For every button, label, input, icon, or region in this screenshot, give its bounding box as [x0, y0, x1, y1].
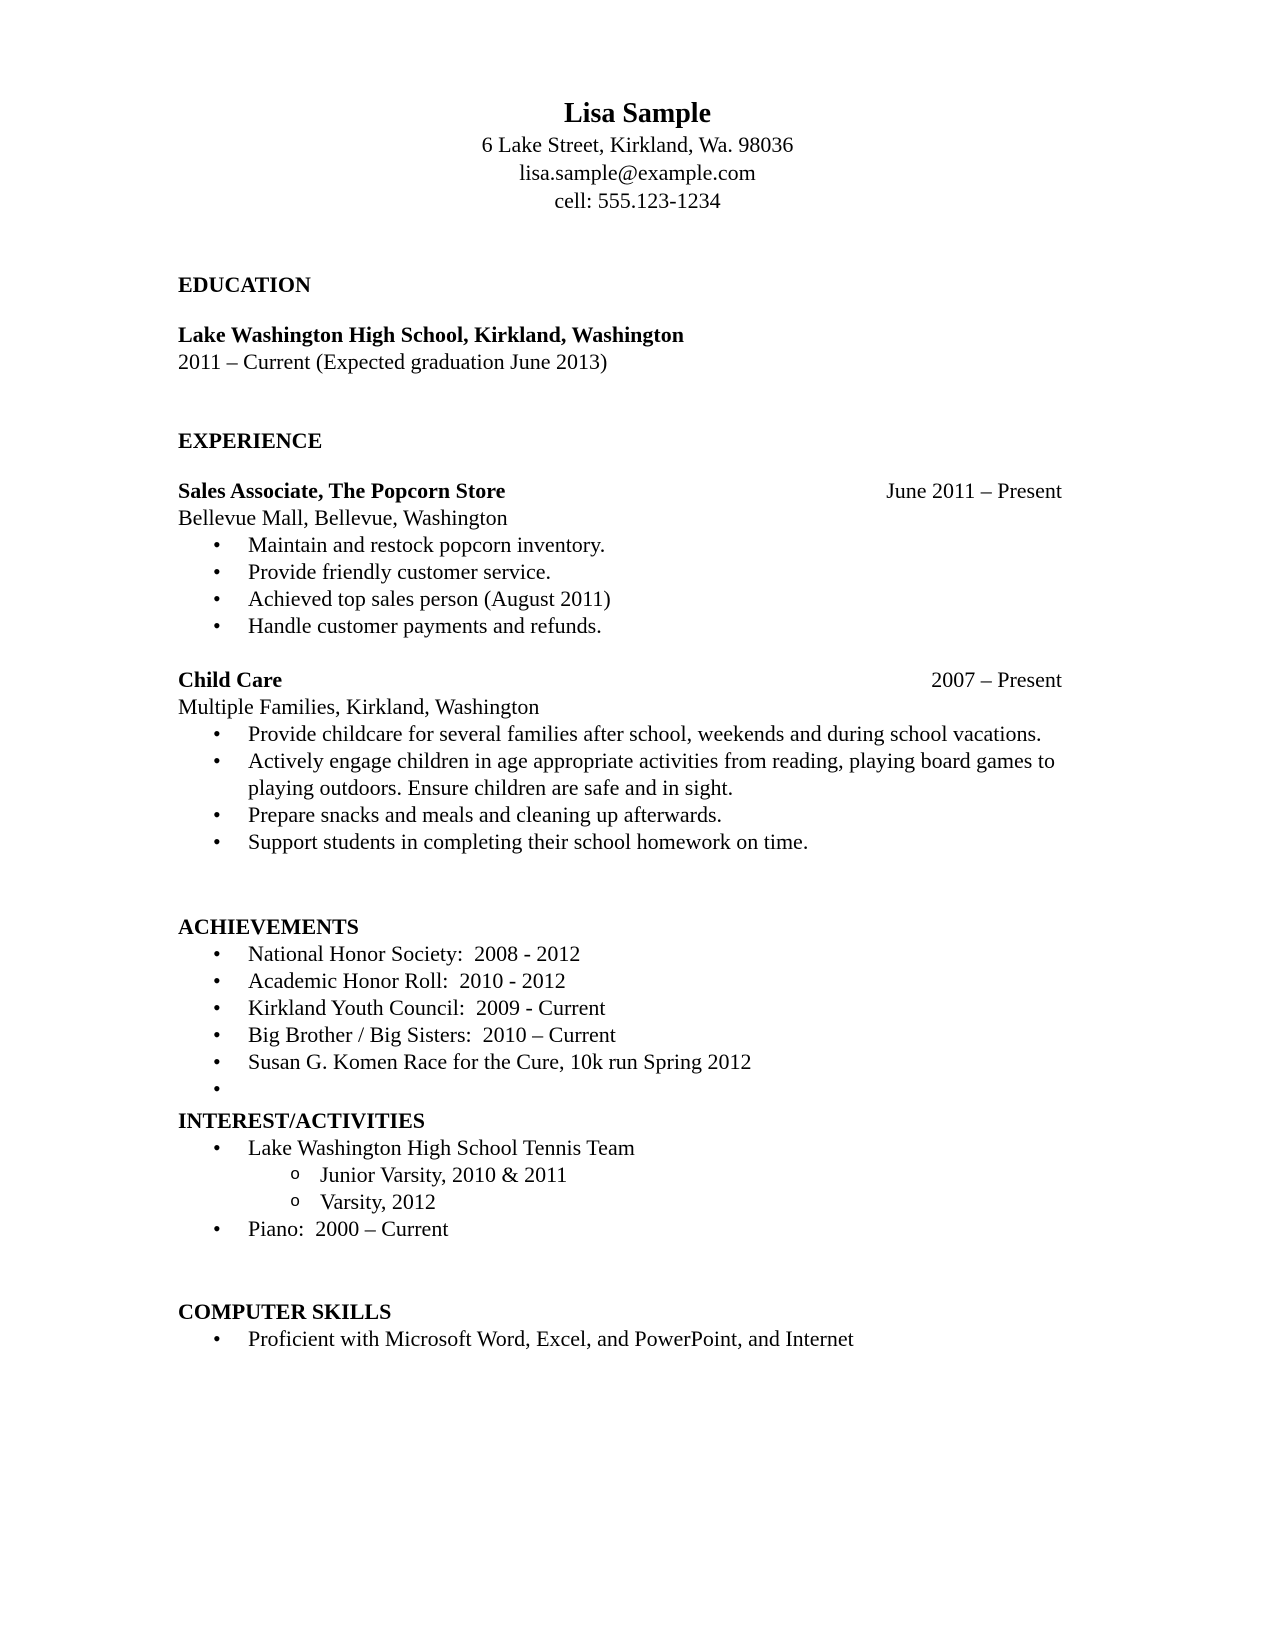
list-item-text: Lake Washington High School Tennis Team [248, 1135, 635, 1160]
list-item [178, 585, 1062, 612]
job-bullet-list [178, 720, 1062, 855]
experience-section [178, 427, 1062, 855]
list-item [178, 720, 1062, 747]
list-item-text: Kirkland Youth Council: 2009 - Current [248, 995, 606, 1020]
address-line: 6 Lake Street, Kirkland, Wa. 98036 [481, 132, 794, 157]
computer-skills-list [178, 1325, 1062, 1352]
bullet-icon: • [213, 941, 221, 966]
list-item-text: Varsity, 2012 [320, 1189, 436, 1214]
list-item-text: Susan G. Komen Race for the Cure, 10k run Spring 2012 [248, 1049, 752, 1074]
education-dates: 2011 – Current (Expected graduation June 2013) [178, 349, 608, 374]
list-item-text: National Honor Society: 2008 - 2012 [248, 941, 581, 966]
list-item [178, 558, 1062, 585]
computer-skills-heading: COMPUTER SKILLS [178, 1299, 392, 1324]
list-item [178, 828, 1062, 855]
education-school: Lake Washington High School, Kirkland, Washington [178, 322, 684, 347]
bullet-icon: • [213, 586, 221, 611]
list-item [178, 531, 1062, 558]
experience-heading: EXPERIENCE [178, 428, 323, 453]
job-title-row [178, 666, 1062, 693]
list-item-text: Piano: 2000 – Current [248, 1216, 449, 1241]
job-bullet-list [178, 531, 1062, 639]
job-title: Sales Associate, The Popcorn Store [178, 478, 506, 503]
circle-bullet-icon: o [290, 1193, 301, 1212]
bullet-icon: • [213, 829, 221, 854]
bullet-icon: • [213, 613, 221, 638]
interests-heading: INTEREST/ACTIVITIES [178, 1108, 425, 1133]
list-item-text: Proficient with Microsoft Word, Excel, and PowerPoint, and Internet [248, 1326, 854, 1351]
list-item [178, 1021, 1062, 1048]
bullet-icon: • [213, 1216, 221, 1241]
list-item [178, 1048, 1062, 1075]
job-child-care [178, 666, 1062, 855]
interests-list [178, 1134, 1062, 1242]
list-item [178, 940, 1062, 967]
list-item-text: Provide friendly customer service. [248, 559, 552, 584]
list-item [178, 801, 1062, 828]
list-item-text: Academic Honor Roll: 2010 - 2012 [248, 968, 566, 993]
interests-section [178, 1107, 1062, 1242]
job-title-row [178, 477, 1062, 504]
job-dates: 2007 – Present [931, 667, 1062, 692]
list-item [178, 967, 1062, 994]
email-line: lisa.sample@example.com [519, 160, 756, 185]
bullet-icon: • [213, 802, 221, 827]
bullet-icon: • [213, 1049, 221, 1074]
list-item-text: Handle customer payments and refunds. [248, 613, 602, 638]
bullet-icon: • [213, 748, 221, 773]
bullet-icon: • [213, 1076, 221, 1101]
list-item [178, 994, 1062, 1021]
bullet-icon: • [213, 995, 221, 1020]
job-location: Bellevue Mall, Bellevue, Washington [178, 505, 508, 530]
bullet-icon: • [213, 1022, 221, 1047]
education-section [178, 271, 1062, 375]
resume-body [178, 271, 1062, 1352]
bullet-icon: • [213, 532, 221, 557]
list-item-text: Junior Varsity, 2010 & 2011 [320, 1162, 568, 1187]
list-item-text: Maintain and restock popcorn inventory. [248, 532, 606, 557]
list-item-text: Provide childcare for several families after school, weekends and during school vacations. [248, 721, 1042, 746]
list-item [178, 612, 1062, 639]
computer-skills-section [178, 1298, 1062, 1352]
list-item [178, 1134, 1062, 1161]
achievements-section [178, 913, 1062, 1101]
phone-line: cell: 555.123-1234 [554, 188, 721, 213]
list-item-text: Achieved top sales person (August 2011) [248, 586, 611, 611]
bullet-icon: • [213, 1135, 221, 1160]
resume-header [0, 0, 1275, 215]
list-item [178, 747, 1062, 801]
achievements-list [178, 940, 1062, 1101]
job-title: Child Care [178, 667, 283, 692]
bullet-icon: • [213, 1326, 221, 1351]
list-item-text: Prepare snacks and meals and cleaning up afterwards. [248, 802, 723, 827]
achievements-heading: ACHIEVEMENTS [178, 914, 359, 939]
job-sales-associate [178, 477, 1062, 639]
job-dates: June 2011 – Present [886, 478, 1062, 503]
list-item [178, 1215, 1062, 1242]
list-item-text: Actively engage children in age appropriate activities from reading, playing board games to playing outdoors. Ensure children are safe and in sight. [248, 748, 1061, 800]
circle-bullet-icon: o [290, 1166, 301, 1185]
sub-list-item [178, 1161, 1062, 1188]
sub-list-item [178, 1188, 1062, 1215]
bullet-icon: • [213, 559, 221, 584]
bullet-icon: • [213, 721, 221, 746]
list-item [178, 1325, 1062, 1352]
list-item-text: Support students in completing their school homework on time. [248, 829, 809, 854]
education-heading: EDUCATION [178, 272, 311, 297]
bullet-icon: • [213, 968, 221, 993]
list-item-text: Big Brother / Big Sisters: 2010 – Current [248, 1022, 616, 1047]
job-location: Multiple Families, Kirkland, Washington [178, 694, 540, 719]
person-name: Lisa Sample [563, 98, 712, 129]
